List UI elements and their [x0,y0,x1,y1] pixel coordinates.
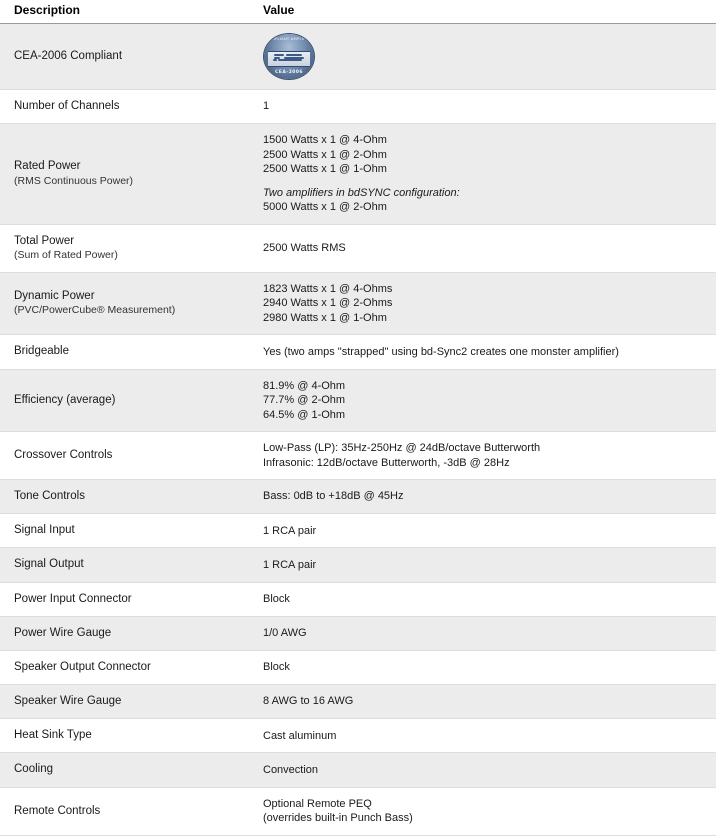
spec-value-cell [252,753,716,787]
column-header-description: Description [0,0,252,24]
spec-value-cell [252,90,716,124]
spec-value-line: Optional Remote PEQ [263,797,372,810]
table-header-row [0,0,716,24]
spec-description-cell [0,514,252,548]
spec-value-line: Low-Pass (LP): 35Hz-250Hz @ 24dB/octave Butterworth [263,442,541,455]
spec-value-line: 64.5% @ 1-Ohm [263,408,346,421]
spec-description-cell [0,432,252,480]
spec-description-label: Signal Input [14,524,75,537]
spec-description-cell [0,124,252,225]
spec-description-label: Tone Controls [14,490,85,503]
table-header [0,0,716,24]
table-row [0,432,716,480]
spec-description-cell [0,369,252,432]
spec-description-label: Speaker Wire Gauge [14,695,122,708]
spec-value-line: Convection [263,763,319,776]
spec-description-label: Efficiency (average) [14,393,116,406]
table-row [0,616,716,650]
table-row [0,124,716,225]
spec-value-line: 2500 Watts RMS [263,242,346,254]
table-row [0,685,716,719]
spec-value-cell [252,685,716,719]
spec-value-cell [252,787,716,835]
spec-value-line: Infrasonic: 12dB/octave Butterworth, -3dB @ 28Hz [263,456,510,469]
spec-value-cell [252,582,716,616]
spec-value-line: 77.7% @ 2-Ohm [263,394,346,407]
spec-description-label: Power Wire Gauge [14,626,112,639]
badge-top-text: COMPLIANT AMPLIFIER [265,37,313,41]
spec-description-label: Rated Power [14,160,81,173]
table-row [0,719,716,753]
spec-value-line: 1823 Watts x 1 @ 4-Ohms [263,282,393,295]
table-row [0,272,716,335]
column-header-value: Value [252,0,716,24]
table-body [0,24,716,836]
spec-value-line: Block [263,661,290,674]
spec-value-cell [252,272,716,335]
spec-description-cell [0,224,252,272]
spec-description-cell [0,685,252,719]
spec-description-label: Dynamic Power [14,290,95,303]
spec-value-line: Cast aluminum [263,729,337,742]
table-row [0,480,716,514]
spec-value-line: 2500 Watts x 1 @ 2-Ohm [263,148,387,161]
spec-value-line: 1500 Watts x 1 @ 4-Ohm [263,134,387,147]
spec-description-cell [0,650,252,684]
spec-description-cell [0,335,252,369]
spec-value-line: 1/0 AWG [263,627,307,640]
spec-description-cell [0,24,252,90]
spec-value-cell [252,432,716,480]
spec-value-cell [252,224,716,272]
spec-description-label: Bridgeable [14,345,69,358]
spec-description-cell [0,719,252,753]
spec-description-cell [0,548,252,582]
table-row [0,335,716,369]
spec-description-label: Signal Output [14,558,84,571]
spec-description-cell [0,480,252,514]
table-row [0,582,716,616]
spec-value-line: Yes (two amps "strapped" using bd-Sync2 creates one monster amplifier) [263,345,619,358]
spec-value-line: (overrides built-in Punch Bass) [263,812,413,825]
spec-description-cell [0,787,252,835]
spec-value-line: 1 [263,100,270,113]
spec-value-line: 2940 Watts x 1 @ 2-Ohms [263,297,393,310]
spec-value-cell [252,650,716,684]
table-row [0,787,716,835]
spec-value-cell [252,480,716,514]
spec-description-label: CEA-2006 Compliant [14,49,123,62]
table-row [0,514,716,548]
spec-description-label: Speaker Output Connector [14,660,151,673]
spec-description-cell [0,90,252,124]
spec-description-label: Remote Controls [14,804,101,817]
spec-value-cell [252,514,716,548]
spec-value-line: 1 RCA pair [263,558,317,571]
spec-description-cell [0,753,252,787]
spec-description-sublabel: (Sum of Rated Power) [14,248,118,261]
table-row [0,548,716,582]
spec-value-cell [252,548,716,582]
spec-value-line: 5000 Watts x 1 @ 2-Ohm [263,201,387,214]
badge-waveform-icon [272,54,308,62]
spec-description-label: Power Input Connector [14,592,132,605]
spec-value-cell [252,24,716,90]
table-row [0,90,716,124]
spec-value-line: 2980 Watts x 1 @ 1-Ohm [263,311,387,324]
spec-description-cell [0,582,252,616]
table-row [0,650,716,684]
spec-description-label: Total Power [14,234,75,247]
spec-description-sublabel: (RMS Continuous Power) [14,174,134,187]
spec-value-cell [252,719,716,753]
spec-value-cell [252,369,716,432]
spec-value-line: Bass: 0dB to +18dB @ 45Hz [263,490,404,503]
spec-description-label: Number of Channels [14,100,120,112]
spec-value-line: 8 AWG to 16 AWG [263,695,354,708]
spec-description-label: Cooling [14,763,53,776]
table-row [0,24,716,90]
table-row [0,224,716,272]
spec-description-cell [0,272,252,335]
cea-2006-compliance-badge [263,33,315,80]
table-row [0,369,716,432]
spec-value-line: 1 RCA pair [263,524,317,537]
spec-description-cell [0,616,252,650]
spec-value-note: Two amplifiers in bdSYNC configuration: [263,186,460,199]
spec-value-line: Block [263,592,290,605]
spec-value-cell [252,616,716,650]
spec-description-label: Crossover Controls [14,448,113,461]
spec-description-label: Heat Sink Type [14,729,92,742]
spec-value-line: 2500 Watts x 1 @ 1-Ohm [263,163,387,176]
badge-bottom-text: CEA-2006 [275,69,303,75]
spec-description-sublabel: (PVC/PowerCube® Measurement) [14,304,176,317]
table-row [0,753,716,787]
spec-value-cell [252,335,716,369]
spec-value-cell [252,124,716,225]
spec-value-line: 81.9% @ 4-Ohm [263,379,346,392]
